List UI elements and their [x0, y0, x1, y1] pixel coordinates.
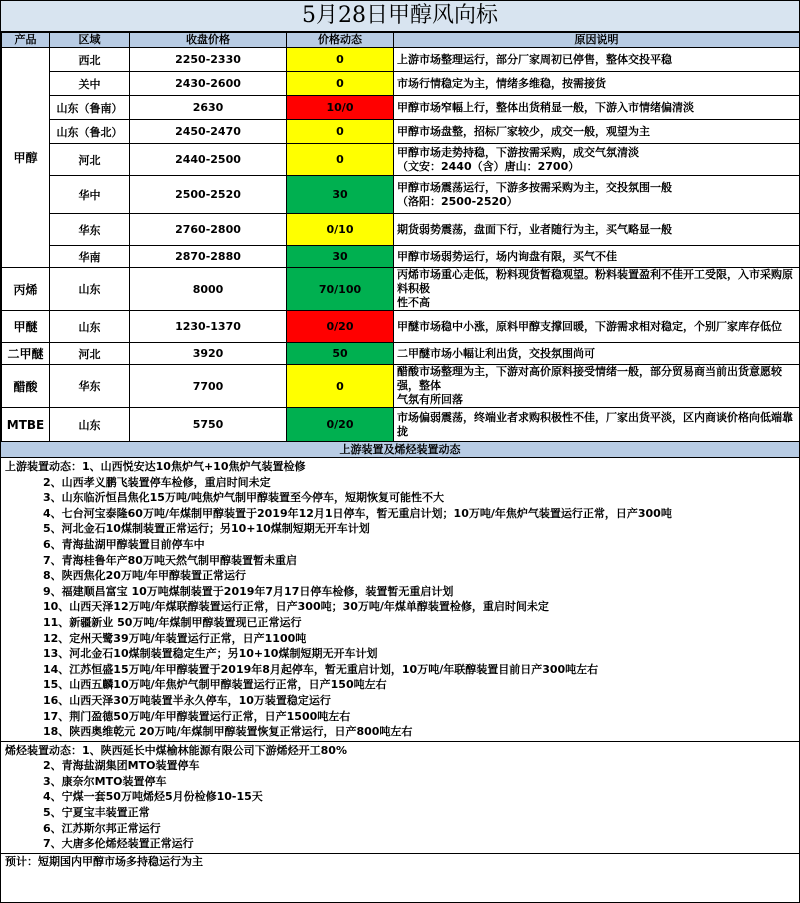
list-item-text: 16、山西天泽30万吨装置半永久停车，10万装置稳定运行 — [43, 693, 331, 707]
table-row — [2, 144, 800, 176]
list-item-text: 3、康奈尔MTO装置停车 — [43, 774, 167, 788]
reason-line: 醋酸市场整理为主，下游对高价原料接受情绪一般，部分贸易商当前出货意愿较强，整体 — [397, 365, 782, 392]
region-cell: 华东 — [50, 214, 130, 246]
list-item — [5, 662, 799, 678]
price-cell: 2760-2800 — [130, 214, 287, 246]
reason-line: （洛阳：2500-2520） — [397, 194, 518, 208]
list-item-text: 6、青海盐湖甲醇装置目前停车中 — [43, 537, 205, 551]
reason-cell — [394, 246, 800, 268]
list-item-text: 18、陕西奥维乾元 20万吨/年煤制甲醇装置恢复正常运行，日产800吨左右 — [43, 725, 413, 739]
change-cell: 30 — [287, 246, 394, 268]
list-item-text: 12、定州天鹭39万吨/年装置运行正常，日产1100吨 — [43, 631, 307, 645]
price-cell: 5750 — [130, 408, 287, 442]
product-cell: 醋酸 — [2, 365, 50, 408]
table-row — [2, 96, 800, 120]
reason-line: 性不高 — [397, 296, 430, 309]
price-cell: 1230-1370 — [130, 311, 287, 343]
header-region: 区域 — [50, 33, 130, 48]
reason-cell — [394, 408, 800, 442]
list-prefix: 上游装置动态： — [5, 460, 82, 473]
reason-line: 甲醇市场窄幅上行，整体出货稍显一般，下游入市情绪偏清淡 — [397, 100, 694, 114]
list-item — [5, 521, 799, 537]
change-cell: 0 — [287, 120, 394, 144]
price-cell: 2870-2880 — [130, 246, 287, 268]
list-item — [5, 631, 799, 647]
list-item — [5, 724, 799, 740]
list-item-text: 5、宁夏宝丰装置正常 — [43, 806, 150, 820]
change-cell: 30 — [287, 176, 394, 214]
list-item-text: 1、陕西延长中煤榆林能源有限公司下游烯烃开工80% — [82, 743, 347, 757]
header-price: 收盘价格 — [130, 33, 287, 48]
list-item — [5, 615, 799, 631]
region-cell: 关中 — [50, 72, 130, 96]
product-cell: 丙烯 — [2, 268, 50, 311]
list-item — [5, 553, 799, 569]
reason-line: （文安：2440（含）唐山：2700） — [397, 159, 580, 173]
upstream-list — [1, 458, 799, 741]
list-item — [5, 709, 799, 725]
list-item — [5, 506, 799, 522]
list-item — [5, 475, 799, 491]
list-item — [5, 537, 799, 553]
list-item-text: 2、青海盐湖集团MTO装置停车 — [43, 759, 200, 773]
reason-line: 丙烯市场重心走低，粉料现货暂稳观望。粉料装置盈利不佳开工受限，入市采购原料积极 — [397, 268, 793, 295]
change-cell: 10/0 — [287, 96, 394, 120]
list-item-text: 4、七台河宝泰隆60万吨/年煤制甲醇装置于2019年12月1日停车，暂无重启计划；10万吨/年焦炉气装置运行正常，日产300吨 — [43, 506, 672, 520]
list-item-text: 5、河北金石10煤制装置正常运行；另10+10煤制短期无开车计划 — [43, 522, 370, 536]
reason-cell — [394, 343, 800, 365]
list-item-text: 11、新疆新业 50万吨/年煤制甲醇装置现已正常运行 — [43, 615, 302, 629]
header-reason: 原因说明 — [394, 33, 800, 48]
product-cell: MTBE — [2, 408, 50, 442]
change-cell: 0/10 — [287, 214, 394, 246]
change-cell: 0 — [287, 144, 394, 176]
list-item — [5, 459, 799, 475]
table-row — [2, 120, 800, 144]
reason-cell — [394, 176, 800, 214]
list-item — [5, 821, 799, 837]
reason-line: 期货弱势震荡，盘面下行，业者随行为主，买气略显一般 — [397, 222, 672, 236]
list-item-text: 8、陕西焦化20万吨/年甲醇装置正常运行 — [43, 569, 246, 583]
reason-cell — [394, 268, 800, 311]
section-title: 上游装置及烯烃装置动态 — [1, 442, 799, 458]
reason-cell — [394, 144, 800, 176]
product-cell: 甲醚 — [2, 311, 50, 343]
region-cell: 山东（鲁南） — [50, 96, 130, 120]
price-table — [1, 32, 800, 442]
region-cell: 华东 — [50, 365, 130, 408]
list-prefix: 烯烃装置动态： — [5, 743, 82, 757]
list-item-text: 4、宁煤一套50万吨烯烃5月份检修10-15天 — [43, 790, 263, 804]
table-row — [2, 72, 800, 96]
list-item — [5, 568, 799, 584]
header-product: 产品 — [2, 33, 50, 48]
reason-line: 上游市场整理运行，部分厂家周初已停售，整体交投平稳 — [397, 52, 672, 66]
list-item-text: 10、山西天泽12万吨/年煤联醇装置运行正常，日产300吨；30万吨/年煤单醇装置检修，重启时间未定 — [43, 600, 549, 614]
list-item — [5, 646, 799, 662]
list-item — [5, 789, 799, 805]
reason-line: 甲醚市场稳中小涨，原料甲醇支撑回暖，下游需求相对稳定，个别厂家库存低位 — [397, 319, 782, 333]
list-item-text: 1、山西悦安达10焦炉气+10焦炉气装置检修 — [82, 460, 306, 473]
list-item-text: 2、山西孝义鹏飞装置停车检修，重启时间未定 — [43, 475, 271, 489]
list-item — [5, 677, 799, 693]
page-title: 5月28日甲醇风向标 — [1, 1, 799, 32]
list-item-text: 9、福建顺昌富宝 10万吨煤制装置于2019年7月17日停车检修，装置暂无重启计划 — [43, 584, 454, 598]
list-item — [5, 490, 799, 506]
table-header-row — [2, 33, 800, 48]
price-cell: 8000 — [130, 268, 287, 311]
table-row — [2, 365, 800, 408]
list-item-text: 7、青海桂鲁年产80万吨天然气制甲醇装置暂未重启 — [43, 553, 297, 567]
list-item-text: 7、大唐多伦烯烃装置正常运行 — [43, 837, 194, 851]
reason-cell — [394, 311, 800, 343]
list-item — [5, 584, 799, 600]
reason-cell — [394, 96, 800, 120]
reason-cell — [394, 48, 800, 72]
region-cell: 河北 — [50, 343, 130, 365]
table-body — [2, 48, 800, 442]
header-change: 价格动态 — [287, 33, 394, 48]
list-item — [5, 599, 799, 615]
list-item — [5, 836, 799, 852]
list-item-text: 14、江苏恒盛15万吨/年甲醇装置于2019年8月起停车，暂无重启计划，10万吨/年联醇装置目前日产300吨左右 — [43, 662, 599, 676]
list-item-text: 17、荆门盈德50万吨/年甲醇装置运行正常，日产1500吨左右 — [43, 709, 351, 723]
price-cell: 7700 — [130, 365, 287, 408]
list-item-text: 3、山东临沂恒昌焦化15万吨/吨焦炉气制甲醇装置至今停车，短期恢复可能性不大 — [43, 491, 444, 505]
olefin-list — [1, 741, 799, 853]
reason-cell — [394, 120, 800, 144]
table-row — [2, 408, 800, 442]
product-cell: 二甲醚 — [2, 343, 50, 365]
list-item-text: 15、山西五麟10万吨/年焦炉气制甲醇装置运行正常，日产150吨左右 — [43, 678, 387, 692]
table-row — [2, 311, 800, 343]
table-row — [2, 176, 800, 214]
table-row — [2, 268, 800, 311]
region-cell: 山东 — [50, 311, 130, 343]
price-cell: 2450-2470 — [130, 120, 287, 144]
reason-line: 二甲醚市场小幅让利出货，交投氛围尚可 — [397, 346, 595, 360]
change-cell: 0 — [287, 365, 394, 408]
change-cell: 0 — [287, 72, 394, 96]
reason-line: 市场偏弱震荡，终端业者求购积极性不佳，厂家出货平淡，区内商谈价格向低端靠拢 — [397, 410, 793, 438]
price-cell: 3920 — [130, 343, 287, 365]
table-row — [2, 246, 800, 268]
price-cell: 2250-2330 — [130, 48, 287, 72]
reason-line: 甲醇市场震荡运行，下游多按需采购为主，交投氛围一般 — [397, 180, 672, 194]
list-item-text: 6、江苏斯尔邦正常运行 — [43, 821, 161, 835]
reason-line: 甲醇市场走势持稳，下游按需采购，成交气氛清淡 — [397, 145, 639, 159]
price-cell: 2500-2520 — [130, 176, 287, 214]
table-row — [2, 48, 800, 72]
price-cell: 2430-2600 — [130, 72, 287, 96]
region-cell: 山东 — [50, 408, 130, 442]
list-item — [5, 774, 799, 790]
region-cell: 河北 — [50, 144, 130, 176]
reason-line: 气氛有所回落 — [397, 393, 463, 406]
change-cell: 50 — [287, 343, 394, 365]
forecast-text: 预计：短期国内甲醇市场多持稳运行为主 — [1, 853, 799, 869]
region-cell: 西北 — [50, 48, 130, 72]
change-cell: 0/20 — [287, 408, 394, 442]
list-item — [5, 693, 799, 709]
table-row — [2, 214, 800, 246]
region-cell: 山东 — [50, 268, 130, 311]
reason-cell — [394, 214, 800, 246]
reason-line: 甲醇市场弱势运行，场内询盘有限，买气不佳 — [397, 249, 617, 263]
reason-line: 甲醇市场盘整，招标厂家较少，成交一般，观望为主 — [397, 124, 650, 138]
list-item-text: 13、河北金石10煤制装置稳定生产；另10+10煤制短期无开车计划 — [43, 647, 378, 661]
reason-line: 市场行情稳定为主，情绪多维稳，按需接货 — [397, 76, 606, 90]
list-item — [5, 758, 799, 774]
reason-cell — [394, 365, 800, 408]
list-item — [5, 743, 799, 759]
product-cell: 甲醇 — [2, 48, 50, 268]
change-cell: 0 — [287, 48, 394, 72]
change-cell: 0/20 — [287, 311, 394, 343]
region-cell: 华中 — [50, 176, 130, 214]
price-cell: 2440-2500 — [130, 144, 287, 176]
reason-cell — [394, 72, 800, 96]
list-item — [5, 805, 799, 821]
table-row — [2, 343, 800, 365]
price-cell: 2630 — [130, 96, 287, 120]
region-cell: 山东（鲁北） — [50, 120, 130, 144]
change-cell: 70/100 — [287, 268, 394, 311]
region-cell: 华南 — [50, 246, 130, 268]
